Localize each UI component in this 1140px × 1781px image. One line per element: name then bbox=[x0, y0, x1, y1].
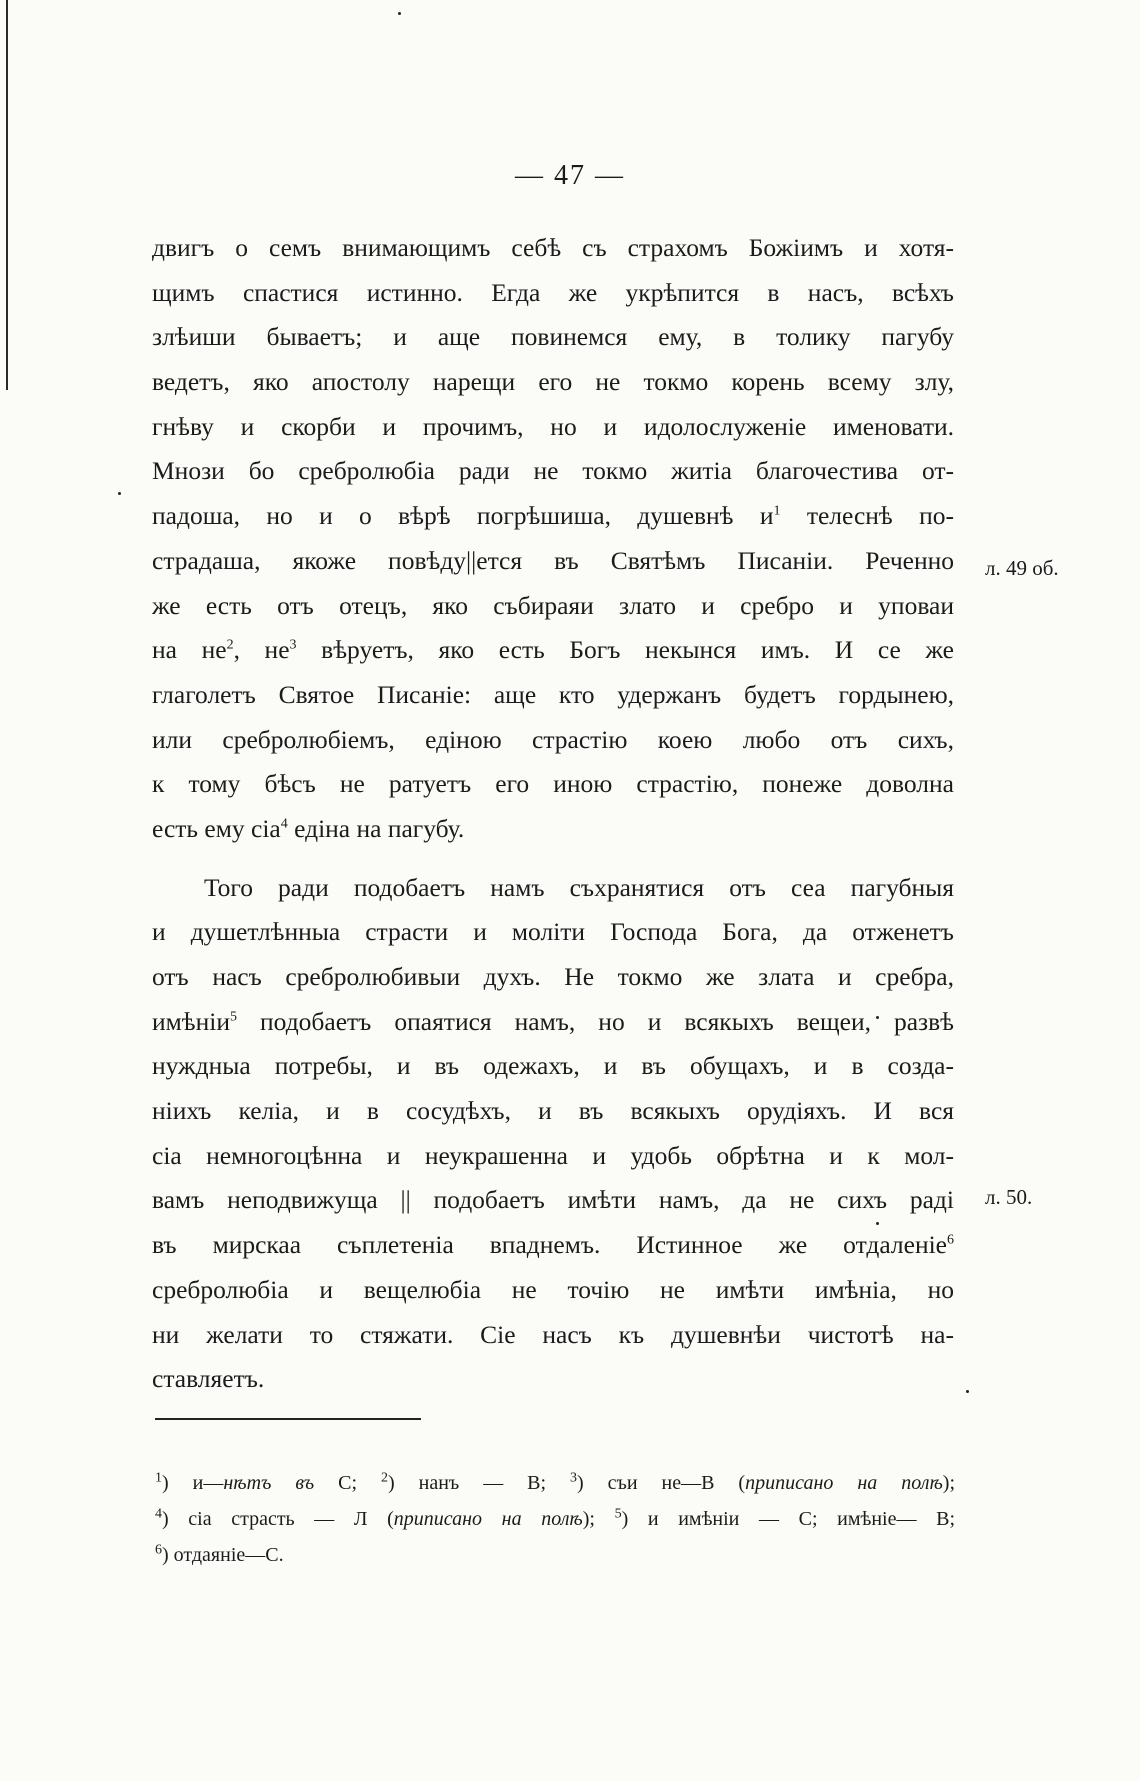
text-line: отъ насъ сребролюбивыи духъ. Не токмо же злата и сребра, bbox=[152, 962, 954, 991]
footnote-marker: 6 bbox=[155, 1542, 162, 1558]
body-text bbox=[152, 226, 954, 1402]
text-line bbox=[152, 1223, 954, 1268]
margin-note: л. 49 об. bbox=[985, 556, 1059, 580]
footnote-marker: 2 bbox=[381, 1470, 389, 1486]
footnote-text: ) сіа страсть — Л ( bbox=[162, 1508, 394, 1530]
text-line: глаголетъ Святое Писаніе: аще кто удержанъ будетъ гордынею, bbox=[152, 679, 954, 709]
footnote-text: С; bbox=[314, 1472, 382, 1494]
text-line: ведетъ, яко апостолу нарещи его не токмо корень всему злу, bbox=[152, 367, 954, 397]
line-part: подобаетъ опаятися намъ, но и всякыхъ вещеи, развѣ bbox=[260, 1006, 955, 1036]
speck bbox=[398, 12, 401, 15]
footnote-ref: 3 bbox=[289, 637, 297, 653]
footnote-marker: 3 bbox=[570, 1470, 578, 1486]
text-line: страдаша, якоже повѣду||ется въ Святѣмъ Писаніи. Реченно bbox=[152, 545, 954, 575]
text-line: щимъ спастися истинно. Егда же укрѣпится в насъ, всѣхъ bbox=[152, 277, 954, 307]
text-line: злѣиши бываетъ; и аще повинемся ему, в толику пагубу bbox=[152, 322, 954, 352]
page-edge bbox=[6, 0, 8, 390]
text-line: же есть отъ отецъ, яко събираяи злато и сребро и уповаи bbox=[152, 590, 954, 620]
text-line: Того ради подобаетъ намъ съхранятися отъ сеа пагубныя bbox=[204, 872, 954, 902]
page-number: — 47 — bbox=[515, 160, 625, 191]
text-line: и душетлѣнныа страсти и моліти Господа Бога, да отженетъ bbox=[152, 917, 954, 947]
text-line: ставляетъ. bbox=[152, 1364, 265, 1394]
line-part: въ мирскаа съплетеніа впаднемъ. Истинное же отдаленіе bbox=[152, 1230, 947, 1260]
footnote-ref: 5 bbox=[230, 1009, 238, 1025]
footnote-text: ) и— bbox=[162, 1472, 224, 1494]
footnote-italic: приписано на полѣ bbox=[393, 1508, 583, 1530]
speck bbox=[118, 492, 121, 495]
footnote-line bbox=[155, 1501, 955, 1537]
text-line bbox=[152, 628, 954, 673]
paragraph-gap bbox=[152, 852, 954, 866]
footnote-line bbox=[155, 1465, 955, 1501]
footnote-ref: 4 bbox=[280, 816, 288, 832]
margin-note: л. 50. bbox=[985, 1185, 1033, 1209]
line-part: есть ему сіа bbox=[152, 813, 281, 843]
text-line: нуждныа потребы, и въ одежахъ, и въ обущахъ, и в созда- bbox=[152, 1051, 954, 1081]
footnote-ref: 6 bbox=[947, 1232, 954, 1248]
text-line: гнѣву и скорби и прочимъ, но и идолослуженіе именовати. bbox=[152, 411, 954, 441]
text-line: ни желати то стяжати. Сіе насъ къ душевнѣи чистотѣ на- bbox=[152, 1319, 954, 1349]
footnote-text: ); bbox=[942, 1472, 955, 1494]
footnote-italic: приписано на полѣ bbox=[745, 1472, 943, 1494]
line-part: вѣруетъ, яко есть Богъ некынся имъ. И се же bbox=[321, 635, 955, 665]
footnote-line bbox=[155, 1537, 955, 1573]
footnote-text: ) нанъ — В; bbox=[388, 1472, 571, 1494]
line-part: на не bbox=[152, 635, 227, 665]
line-part: , не bbox=[233, 635, 290, 665]
footnote-text: ) съи не—В ( bbox=[577, 1472, 746, 1494]
footnote-text: ) отдаяніе—С. bbox=[162, 1544, 284, 1566]
text-line: сіа немногоцѣнна и неукрашенна и удобь обрѣтна и к мол- bbox=[152, 1140, 954, 1170]
footnote-separator bbox=[155, 1418, 421, 1420]
text-line: ніихъ келіа, и в сосудѣхъ, и въ всякыхъ орудіяхъ. И вся bbox=[152, 1096, 954, 1126]
speck bbox=[966, 1390, 969, 1393]
footnote-ref: 2 bbox=[226, 637, 234, 653]
text-line bbox=[152, 807, 954, 852]
footnote-marker: 5 bbox=[614, 1506, 622, 1522]
footnote-text: ); bbox=[582, 1508, 615, 1530]
footnote-text: ) и имѣніи — С; имѣніе— В; bbox=[621, 1508, 956, 1530]
text-line bbox=[152, 494, 954, 539]
footnote-italic: нѣтъ въ bbox=[223, 1472, 315, 1494]
text-line bbox=[152, 1000, 954, 1045]
footnote-marker: 4 bbox=[155, 1506, 162, 1522]
text-line: вамъ неподвижуща || подобаетъ имѣти намъ, да не сихъ раді bbox=[152, 1185, 954, 1215]
text-line: двигъ о семъ внимающимъ себѣ съ страхомъ Божіимъ и хотя- bbox=[152, 233, 954, 262]
text-line: сребролюбіа и вещелюбіа не точію не имѣти имѣніа, но bbox=[152, 1274, 954, 1304]
footnote-marker: 1 bbox=[155, 1470, 162, 1486]
line-part: падоша, но и о вѣрѣ погрѣшиша, душевнѣ и bbox=[152, 501, 774, 531]
text-line: к тому бѣсъ не ратуетъ его иною страстію, понеже доволна bbox=[152, 769, 954, 799]
text-line: или сребролюбіемъ, едіною страстію коею любо отъ сихъ, bbox=[152, 724, 954, 754]
footnote-ref: 1 bbox=[773, 503, 781, 519]
line-part: телеснѣ по- bbox=[806, 501, 954, 531]
text-line: Мнози бо сребролюбіа ради не токмо житіа благочестива от- bbox=[152, 456, 954, 486]
footnotes bbox=[155, 1465, 955, 1573]
line-part: имѣніи bbox=[152, 1006, 231, 1036]
line-part: едіна на пагубу. bbox=[294, 813, 465, 843]
